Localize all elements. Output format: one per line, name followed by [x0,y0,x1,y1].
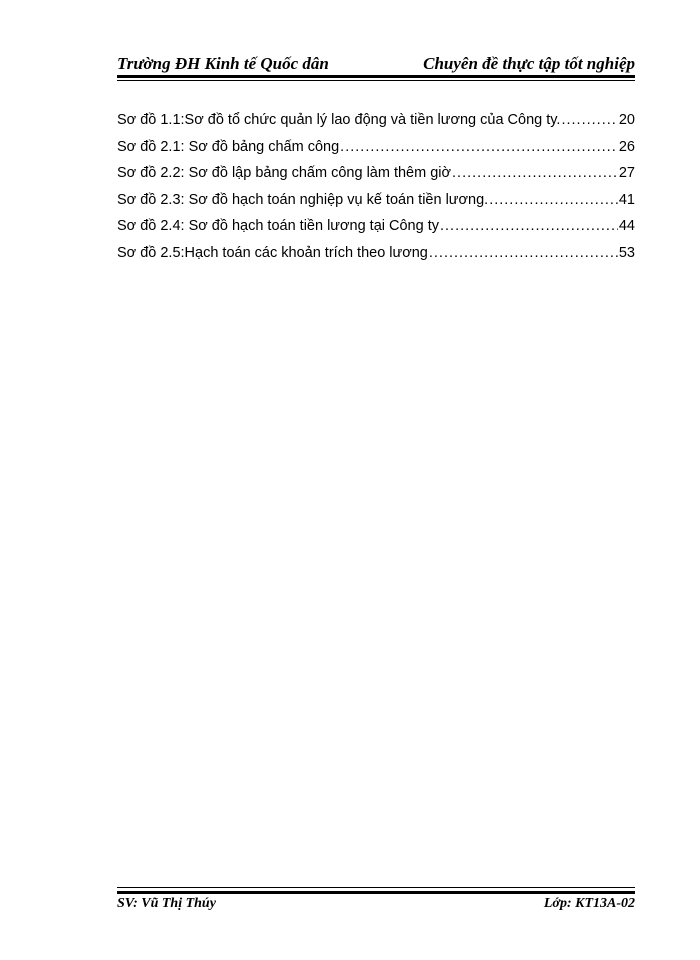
toc-entry-label: Sơ đồ 2.2: Sơ đồ lập bảng chấm công làm thêm giờ [117,165,452,181]
page-header [117,50,635,74]
toc-entry[interactable] [117,218,635,245]
toc-entry[interactable] [117,112,635,139]
toc-dot-leader [561,112,617,128]
header-document-type: Chuyên đề thực tập tốt nghiệp [423,54,635,73]
toc-entry-page: 20 [618,112,635,128]
toc-entry-page: 44 [618,218,635,234]
toc-entry-page: 26 [618,138,635,155]
toc-entry-label: Sơ đồ 2.3: Sơ đồ hạch toán nghiệp vụ kế toán tiền lương. [117,191,489,208]
toc-entry-label: Sơ đồ 2.4: Sơ đồ hạch toán tiền lương tại Công ty [117,218,439,234]
toc-entry-label: Sơ đồ 2.5:Hạch toán các khoản trích theo lương [117,244,428,261]
footer-student-name: SV: Vũ Thị Thúy [117,896,216,911]
toc-entry[interactable] [117,139,635,166]
toc-entry[interactable] [117,165,635,192]
toc-entry-page: 53 [618,244,635,261]
toc-dot-leader [340,139,618,155]
toc-dot-leader [489,192,618,208]
toc-entry-page: 27 [618,165,635,181]
footer-class-code: Lớp: KT13A-02 [543,896,635,911]
toc-dot-leader [440,218,618,234]
toc-entry[interactable] [117,245,635,272]
header-university: Trường ĐH Kinh tế Quốc dân [117,54,329,73]
footer-rule-thin [117,887,635,888]
toc-entry-page: 41 [618,191,635,208]
toc-entry-label: Sơ đồ 1.1:Sơ đồ tổ chức quản lý lao động và tiền lương của Công ty. [117,112,561,128]
header-rule-thick [117,75,635,78]
toc-entry-label: Sơ đồ 2.1: Sơ đồ bảng chấm công [117,138,340,155]
list-of-diagrams [117,112,635,271]
toc-dot-leader [452,165,618,181]
toc-entry[interactable] [117,192,635,219]
toc-dot-leader [429,245,618,261]
header-rule-thin [117,80,635,81]
page-footer [117,892,635,916]
